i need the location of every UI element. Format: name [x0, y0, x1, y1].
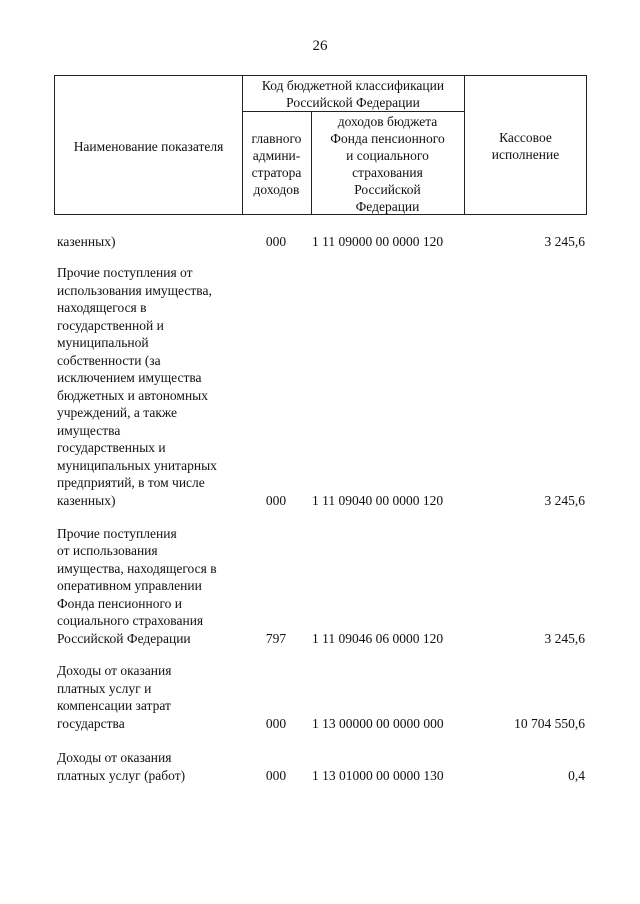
header-divider — [311, 111, 312, 214]
header-chief-administrator: главного админи- стратора доходов — [251, 130, 302, 197]
row-indicator-name: Доходы от оказания платных услуг (работ) — [57, 750, 186, 783]
row-admin-code: 000 — [265, 767, 287, 783]
table-row — [0, 748, 640, 784]
header-divider — [464, 76, 465, 214]
row-amount: 0,4 — [568, 767, 585, 783]
header-divider — [242, 76, 243, 214]
table-row — [0, 662, 640, 732]
header-budget-classification-code: Код бюджетной классификации Российской Федерации — [261, 77, 445, 110]
row-budget-code: 1 13 00000 00 0000 000 — [312, 715, 444, 731]
row-admin-code: 000 — [265, 715, 287, 731]
row-budget-code: 1 13 01000 00 0000 130 — [312, 767, 444, 783]
header-fund-income: доходов бюджета Фонда пенсионного и социального страхования Российской Федерации — [330, 113, 445, 214]
row-amount: 3 245,6 — [544, 233, 585, 249]
row-indicator-name: Доходы от оказания платных услуг и компенсации затрат государства — [57, 663, 172, 731]
row-indicator-name: Прочие поступления от использования имущества, находящегося в оперативном управлении Фонда пенсионного и социального страхования Российской Федерации — [57, 525, 217, 646]
row-indicator-name: казенных) — [57, 233, 116, 249]
table-row — [0, 264, 640, 509]
table-header — [54, 75, 587, 215]
table-row — [0, 232, 640, 250]
page-number: 26 — [312, 38, 328, 54]
row-amount: 3 245,6 — [544, 492, 585, 508]
row-admin-code: 797 — [265, 630, 287, 646]
header-indicator-name: Наименование показателя — [73, 138, 224, 154]
row-amount: 10 704 550,6 — [514, 715, 585, 731]
table-row — [0, 524, 640, 647]
row-admin-code: 000 — [265, 233, 287, 249]
row-budget-code: 1 11 09000 00 0000 120 — [312, 233, 444, 249]
header-divider — [242, 111, 464, 112]
header-cash-execution: Кассовое исполнение — [491, 130, 560, 162]
row-amount: 3 245,6 — [544, 630, 585, 646]
row-budget-code: 1 11 09046 06 0000 120 — [312, 630, 444, 646]
row-budget-code: 1 11 09040 00 0000 120 — [312, 492, 444, 508]
row-admin-code: 000 — [265, 492, 287, 508]
row-indicator-name: Прочие поступления от использования имущества, находящегося в государственной и муниципальной собственности (за исключением имущества бюджетных и автономных учреждений, а также имущества государственных и муниципальных унитарных предприятий, в том числе казенных) — [57, 265, 217, 508]
